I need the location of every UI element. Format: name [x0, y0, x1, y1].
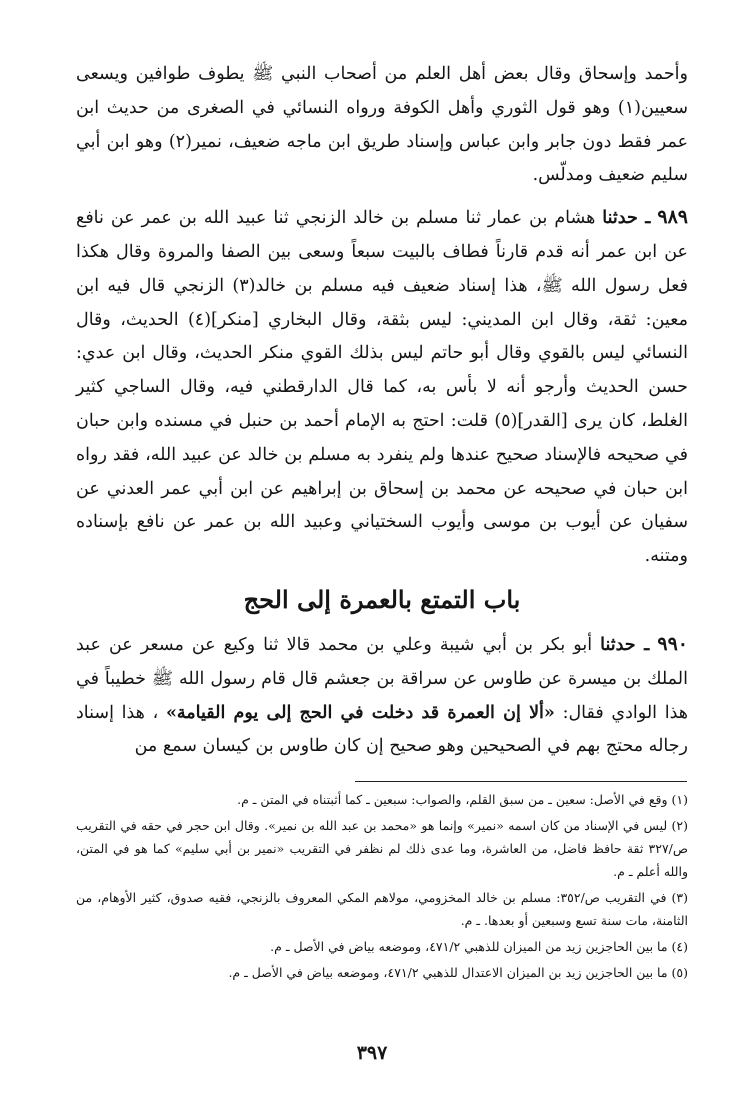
footnote-5: (٥) ما بين الحاجزين زيد بن الميزان الاعتدال للذهبي ٤٧١/٢، وموضعه بياض في الأصل ـ م. [228, 965, 688, 980]
hadith-keyword: ـ حدثنا [602, 208, 651, 229]
hadith-text-continued: ، هذا إسناد رجاله محتج بهم في الصحيحين وهو صحيح إن كان طاوس بن كيسان سمع من [76, 702, 688, 757]
chapter-title: باب التمتع بالعمرة إلى الحج [243, 584, 521, 614]
footnote-1: (١) وقع في الأصل: سعين ـ من سبق القلم، والصواب: سبعين ـ كما أثبتناه في المتن ـ م. [237, 792, 688, 807]
hadith-keyword: ـ حدثنا [600, 634, 650, 655]
hadith-number: ٩٨٩ [657, 206, 688, 229]
hadith-text: هشام بن عمار ثنا مسلم بن خالد الزنجي ثنا عبيد الله بن عمر عن نافع عن ابن عمر أنه قدم قارناً فطاف بالبيت سبعاً وسعى بين الصفا والمروة وقال هكذا فعل رسول الله ﷺ، هذا إسناد ضعيف فيه مسلم بن خالد(٣) الزنجي قال فيه ابن معين: ثقة، وقال ابن المديني: ليس بثقة، وقال البخاري [منكر](٤) الحديث، وقال النسائي ليس بالقوي وقال أبو حاتم ليس بذلك القوي منكر الحديث، وقال ابن عدي: حسن الحديث وأرجو أنه لا بأس به، كما قال الدارقطني فيه، وقال الساجي كثير الغلط، كان يرى [القدر](٥) قلت: احتج به الإمام أحمد بن حنبل في مسنده وابن حبان في صحيحه فالإسناد صحيح عندها ولم ينفرد به مسلم بن خالد عن عبيد الله، فقد رواه ابن حبان في صحيحه عن محمد بن إسحاق بن إبراهيم عن ابن أبي عمر العدني عن سفيان عن أيوب بن موسى وأيوب السختياني وعبيد الله بن عمر عن نافع بإسناده ومتنه. [76, 208, 688, 567]
hadith-quote: «ألا إن العمرة قد دخلت في الحج إلى يوم القيامة» [165, 702, 555, 723]
footnote-divider [355, 781, 687, 782]
paragraph-continuation: وأحمد وإسحاق وقال بعض أهل العلم من أصحاب النبي ﷺ يطوف طوافين ويسعى سعيين(١) وهو قول الثوري وأهل الكوفة ورواه النسائي في الصغرى من حديث ابن عمر فقط دون جابر وابن عباس وإسناد طريق ابن ماجه ضعيف، نمير(٢) وهو ابن أبي سليم ضعيف ومدلّس. [76, 64, 689, 186]
main-text [76, 58, 688, 764]
footnote-3: (٣) في التقريب ص/٣٥٢: مسلم بن خالد المخزومي، مولاهم المكي المعروف بالزنجي، فقيه صدوق، كثير الأوهام، من الثامنة، مات سنة تسع وسبعين أو بعدها. ـ م. [76, 890, 689, 928]
page-number: ٣٩٧ [356, 1042, 388, 1064]
footnote-4: (٤) ما بين الحاجزين زيد من الميزان للذهبي ٤٧١/٢، وموضعه بياض في الأصل ـ م. [270, 939, 688, 954]
hadith-text: أبو بكر بن أبي شيبة وعلي بن محمد قالا ثنا وكيع عن مسعر عن عبد الملك بن ميسرة عن طاوس عن سراقة بن جعشم قال قام رسول الله ﷺ خطيباً في هذا الوادي فقال: [76, 634, 688, 723]
hadith-989 [76, 201, 688, 574]
hadith-990 [76, 628, 688, 764]
footnotes [76, 788, 688, 984]
hadith-number: ٩٩٠ [657, 632, 688, 655]
footnote-2: (٢) ليس في الإسناد من كان اسمه «نمير» وإنما هو «محمد بن عبد الله بن نمير». وقال ابن حجر في حقه في التقريب ص/٣٢٧ ثقة حافظ فاضل، من العاشرة، وما عدى ذلك لم نظفر في التقريب «نمير بن أبي سليم» كما هو في المتن، والله أعلم ـ م. [76, 818, 688, 879]
